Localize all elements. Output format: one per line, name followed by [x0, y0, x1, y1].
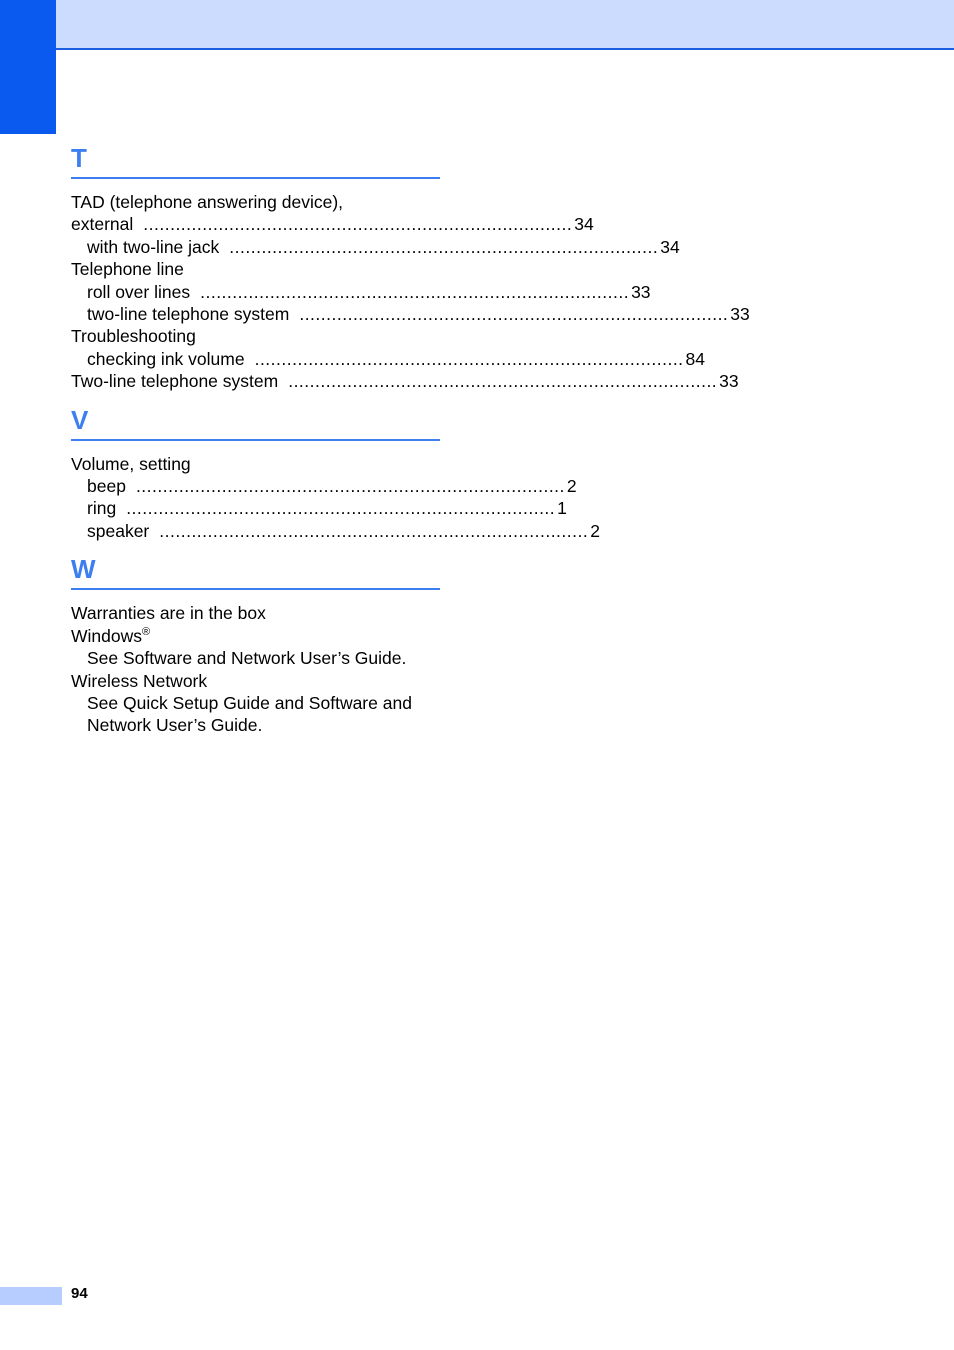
- page-ref: 33: [631, 281, 651, 302]
- section-letter: V: [71, 405, 440, 441]
- index-subentry: See Quick Setup Guide and Software and: [87, 692, 412, 713]
- page-ref: 2: [566, 476, 577, 497]
- page-number: 94: [71, 1285, 88, 1302]
- index-entry: TAD (telephone answering device),: [71, 192, 344, 212]
- entry-text: Windows: [71, 625, 142, 646]
- index-section-v: [71, 404, 600, 543]
- index-subentry: [71, 520, 600, 542]
- footer-tab: [0, 1287, 62, 1305]
- section-letter: T: [71, 143, 440, 179]
- chapter-tab: [0, 0, 56, 134]
- index-entry: Volume, setting: [71, 453, 191, 474]
- section-letter: W: [71, 554, 440, 590]
- index-section-w: [71, 554, 440, 736]
- entry-text: speaker: [87, 520, 150, 541]
- index-subentry: [71, 281, 651, 303]
- page-ref: 33: [719, 371, 739, 392]
- dot-leader: ................................................................................: [288, 371, 718, 392]
- dot-leader: ................................................................................: [126, 498, 556, 519]
- index-entry: Telephone line: [71, 259, 184, 280]
- page-ref: 84: [685, 348, 706, 369]
- entry-text: checking ink volume: [87, 348, 245, 369]
- entry-text: ring: [87, 498, 117, 519]
- page-ref: 34: [660, 236, 680, 257]
- page-ref: 33: [730, 304, 750, 325]
- dot-leader: ................................................................................: [159, 520, 589, 541]
- index-entry: [71, 625, 440, 647]
- index-subentry: [71, 348, 706, 370]
- page-ref: 2: [590, 520, 600, 541]
- index-entry: [71, 370, 739, 392]
- entry-text: roll over lines: [87, 281, 191, 302]
- entry-text: beep: [87, 476, 126, 497]
- dot-leader: ................................................................................: [143, 214, 573, 235]
- dot-leader: ................................................................................: [229, 236, 659, 257]
- index-subentry: [71, 303, 750, 325]
- index-subentry: [71, 475, 577, 497]
- entry-text: with two-line jack: [87, 236, 220, 257]
- index-subentry: See Software and Network User’s Guide.: [87, 648, 407, 669]
- dot-leader: ................................................................................: [135, 476, 565, 497]
- index-section-t: [71, 143, 750, 393]
- header-band: [56, 0, 954, 50]
- page-ref: 34: [574, 214, 594, 235]
- index-entry: Warranties are in the box: [71, 603, 266, 624]
- entry-text: external: [71, 214, 134, 235]
- index-entry: [71, 213, 594, 235]
- registered-mark: ®: [142, 625, 151, 638]
- entry-text: Two-line telephone system: [71, 371, 279, 392]
- entry-text: two-line telephone system: [87, 304, 290, 325]
- page-ref: 1: [557, 498, 567, 519]
- dot-leader: ................................................................................: [200, 281, 630, 302]
- index-entry: Troubleshooting: [71, 326, 196, 347]
- index-subentry: Network User’s Guide.: [87, 715, 263, 736]
- dot-leader: ................................................................................: [254, 348, 684, 369]
- dot-leader: ................................................................................: [299, 304, 729, 325]
- index-subentry: [71, 236, 680, 258]
- index-entry: Wireless Network: [71, 670, 208, 691]
- index-subentry: [71, 497, 567, 519]
- index-column: [71, 143, 750, 749]
